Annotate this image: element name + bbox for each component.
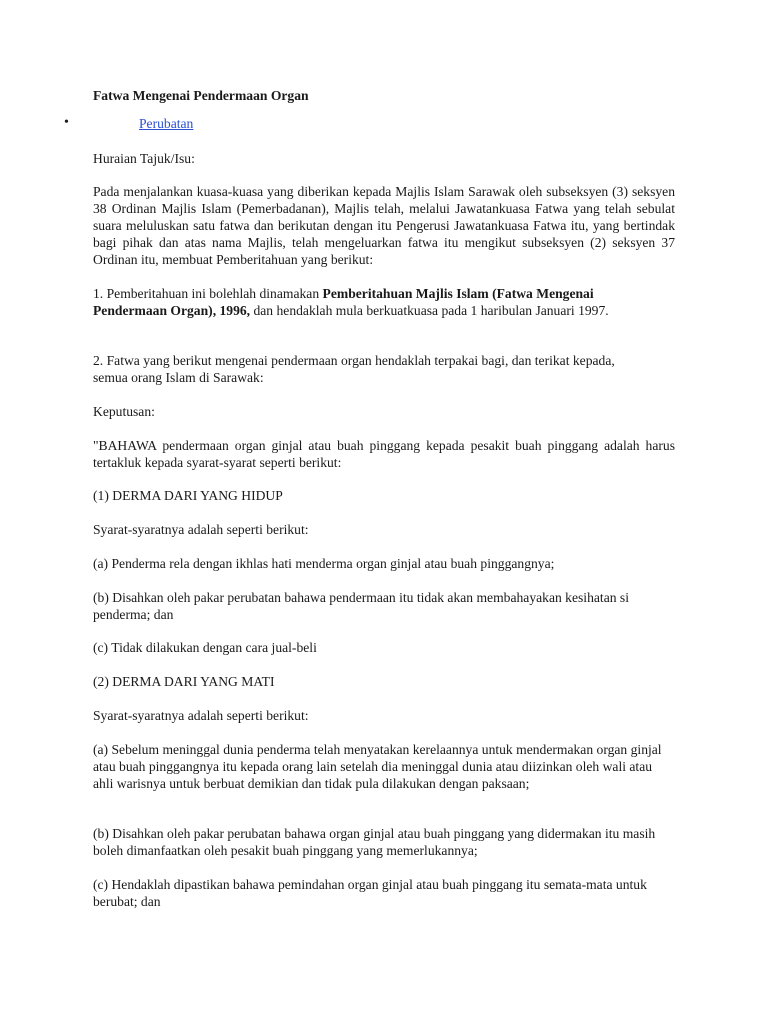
point-2-paragraph: 2. Fatwa yang berikut mengenai pendermaan organ hendaklah terpakai bagi, dan terikat kepada, semua orang Islam di Sarawak: [93,353,615,385]
section-2-item-c: (c) Hendaklah dipastikan bahawa pemindahan organ ginjal atau buah pinggang itu semata-mata untuk berubat; dan [93,877,647,909]
point-1-bold: Pemberitahuan Majlis Islam (Fatwa Mengenai Pendermaan Organ), 1996, [93,286,594,318]
bahawa-paragraph: "BAHAWA pendermaan organ ginjal atau buah pinggang kepada pesakit buah pinggang adalah harus tertakluk kepada syarat-syarat seperti berikut: [93,438,675,470]
section-1-item-a: (a) Penderma rela dengan ikhlas hati menderma organ ginjal atau buah pinggangnya; [93,556,555,571]
point-1-lead: 1. Pemberitahuan ini bolehlah dinamakan [93,286,323,301]
section-1-item-c: (c) Tidak dilakukan dengan cara jual-beli [93,640,317,655]
point-1-tail: dan hendaklah mula berkuatkuasa pada 1 haribulan Januari 1997. [250,303,609,318]
section-1-heading: (1) DERMA DARI YANG HIDUP [93,488,283,503]
category-link-perubatan[interactable]: Perubatan [139,116,194,131]
section-1-syarat: Syarat-syaratnya adalah seperti berikut: [93,522,309,537]
section-2-item-a: (a) Sebelum meninggal dunia penderma telah menyatakan kerelaannya untuk mendermakan organ ginjal atau buah pinggangnya itu kepada orang lain setelah dia meninggal dunia atau diizinkan oleh wali atau ahli warisnya untuk berbuat demikian dan tidak pula dilakukan dengan paksaan; [93,742,662,791]
heading-isu: Huraian Tajuk/Isu: [93,151,195,166]
keputusan-heading: Keputusan: [93,404,155,419]
section-2-item-b: (b) Disahkan oleh pakar perubatan bahawa organ ginjal atau buah pinggang yang didermakan itu masih boleh dimanfaatkan oleh pesakit buah pinggang yang memerlukannya; [93,826,656,858]
section-2-syarat: Syarat-syaratnya adalah seperti berikut: [93,708,309,723]
section-1-item-b: (b) Disahkan oleh pakar perubatan bahawa pendermaan itu tidak akan membahayakan kesihatan si penderma; dan [93,590,629,622]
document-title: Fatwa Mengenai Pendermaan Organ [93,88,309,103]
section-2-heading: (2) DERMA DARI YANG MATI [93,674,275,689]
bullet-icon: • [64,115,69,130]
point-1-paragraph [93,285,668,319]
intro-paragraph: Pada menjalankan kuasa-kuasa yang diberikan kepada Majlis Islam Sarawak oleh subseksyen (3) seksyen 38 Ordinan Majlis Islam (Pemerbadanan), Majlis telah, melalui Jawatankuasa Fatwa yang telah sebulat suara meluluskan satu fatwa dan berikutan dengan itu Pengerusi Jawatankuasa Fatwa itu, yang bertindak bagi pihak dan atas nama Majlis, telah mengeluarkan fatwa itu mengikut subseksyen (2) seksyen 37 Ordinan itu, membuat Pemberitahuan yang berikut: [93,184,675,267]
